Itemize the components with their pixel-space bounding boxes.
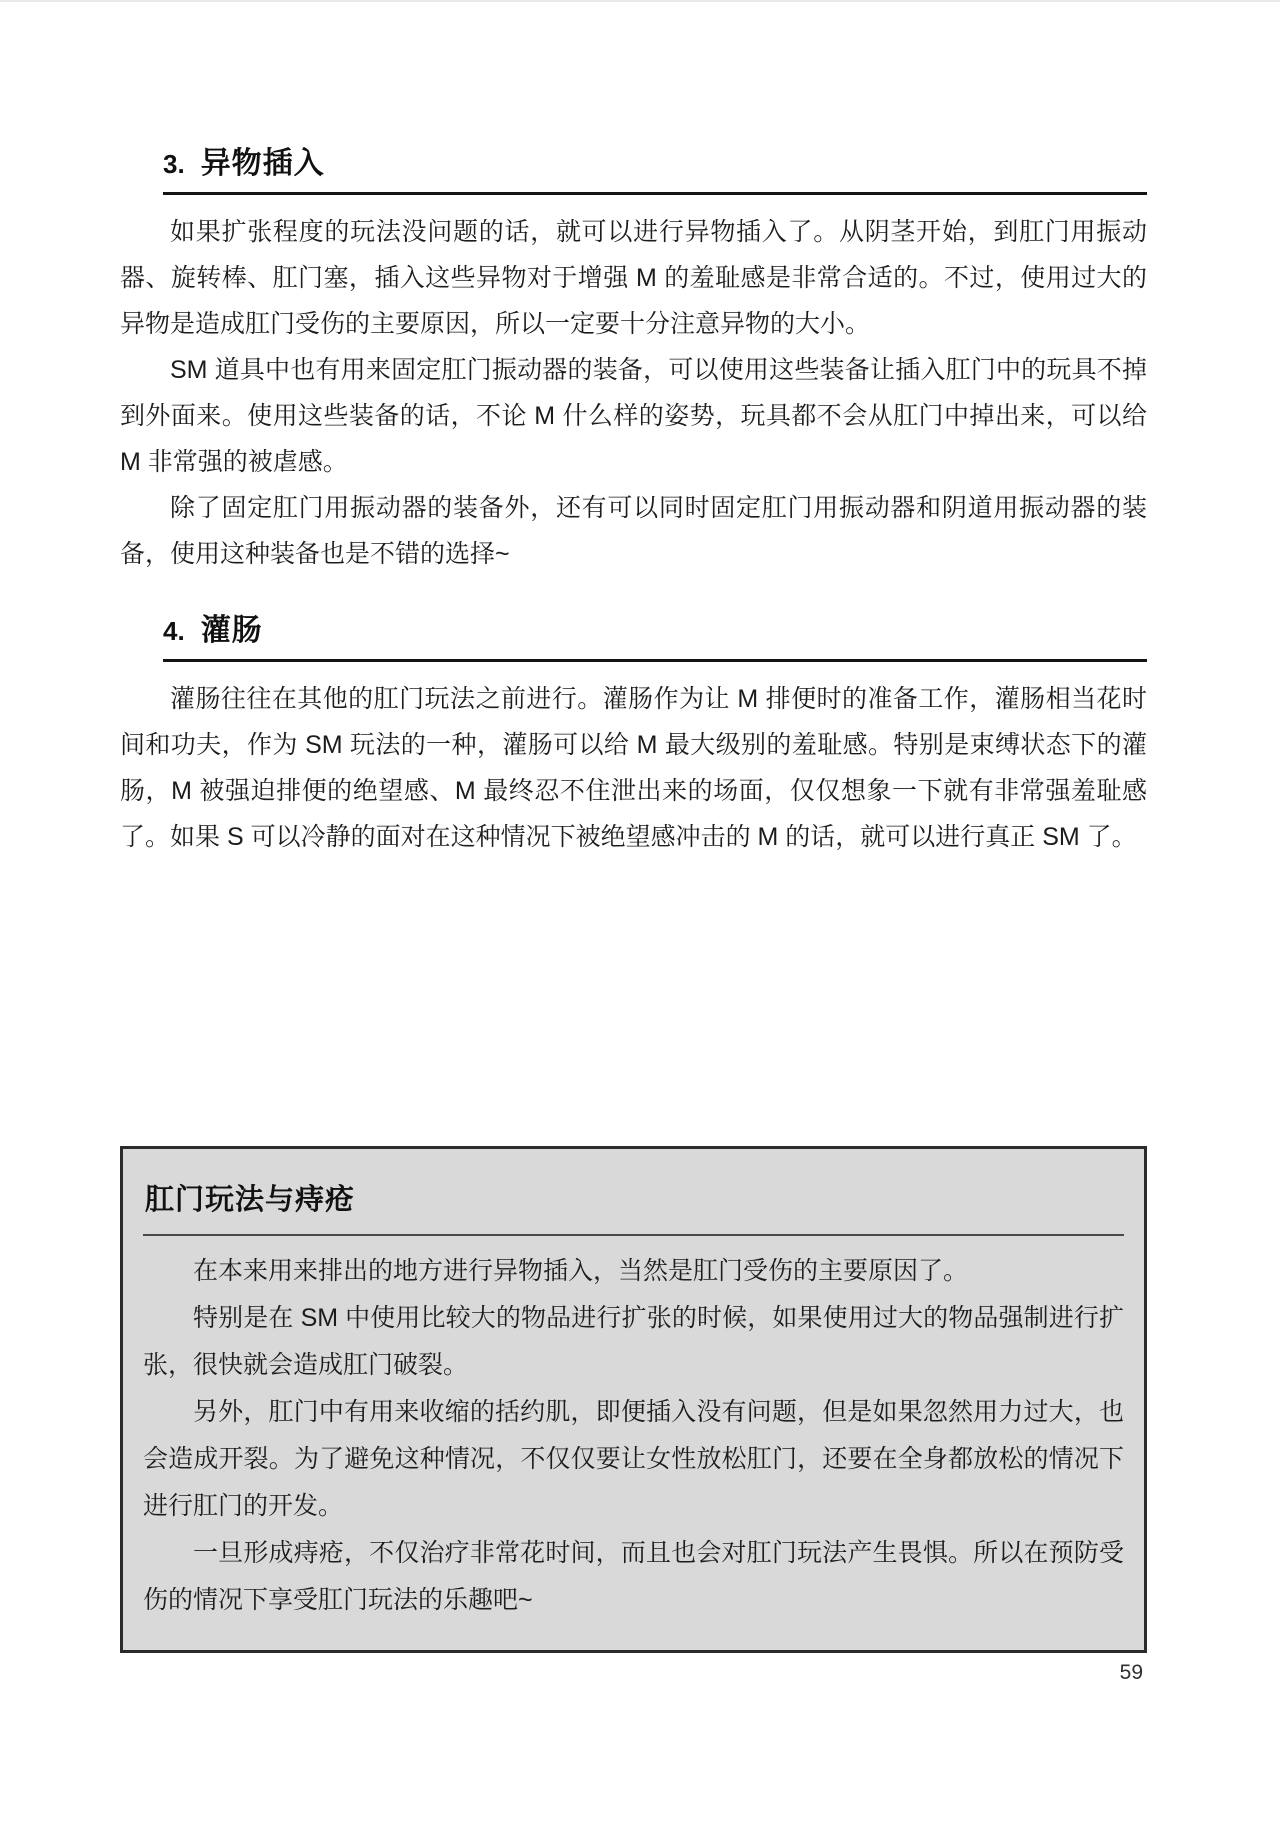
paragraph: 灌肠往往在其他的肛门玩法之前进行。灌肠作为让 M 排便时的准备工作，灌肠相当花时间和功夫，作为 SM 玩法的一种，灌肠可以给 M 最大级别的羞耻感。特别是束缚状态下的灌肠，M 被强迫排便的绝望感、M 最终忍不住泄出来的场面，仅仅想象一下就有非常强羞耻感了。如果 S 可以冷静的面对在这种情况下被绝望感冲击的 M 的话，就可以进行真正 SM 了。 [120,685,1147,851]
callout-paragraph: 另外，肛门中有用来收缩的括约肌，即便插入没有问题，但是如果忽然用力过大，也会造成开裂。为了避免这种情况，不仅仅要让女性放松肛门，还要在全身都放松的情况下进行肛门的开发。 [143,1398,1124,1520]
callout-paragraph: 特别是在 SM 中使用比较大的物品进行扩张的时候，如果使用过大的物品强制进行扩张，很快就会造成肛门破裂。 [143,1304,1124,1379]
callout-box [120,1146,1147,1653]
section-4-title: 灌肠 [200,614,263,647]
section-3-body [120,209,1147,577]
callout-title: 肛门玩法与痔疮 [143,1165,1124,1236]
section-3-title: 异物插入 [200,147,325,180]
callout-paragraph: 在本来用来排出的地方进行异物插入，当然是肛门受伤的主要原因了。 [193,1257,969,1285]
document-page [0,2,1280,1834]
paragraph: 如果扩张程度的玩法没问题的话，就可以进行异物插入了。从阴茎开始，到肛门用振动器、旋转棒、肛门塞，插入这些异物对于增强 M 的羞耻感是非常合适的。不过，使用过大的异物是造成肛门受伤的主要原因，所以一定要十分注意异物的大小。 [120,218,1147,338]
section-4-heading [163,605,1147,662]
paragraph: SM 道具中也有用来固定肛门振动器的装备，可以使用这些装备让插入肛门中的玩具不掉到外面来。使用这些装备的话，不论 M 什么样的姿势，玩具都不会从肛门中掉出来，可以给 M 非常强的被虐感。 [120,356,1147,476]
callout-paragraph: 一旦形成痔疮，不仅治疗非常花时间，而且也会对肛门玩法产生畏惧。所以在预防受伤的情况下享受肛门玩法的乐趣吧~ [143,1539,1124,1614]
section-gap [120,577,1147,605]
section-4-body [120,676,1147,860]
section-3-heading [163,138,1147,195]
paragraph: 除了固定肛门用振动器的装备外，还有可以同时固定肛门用振动器和阴道用振动器的装备，使用这种装备也是不错的选择~ [120,494,1147,568]
page-number: 59 [1119,1661,1143,1684]
section-3-number: 3. [163,149,185,179]
section-4-number: 4. [163,616,185,646]
